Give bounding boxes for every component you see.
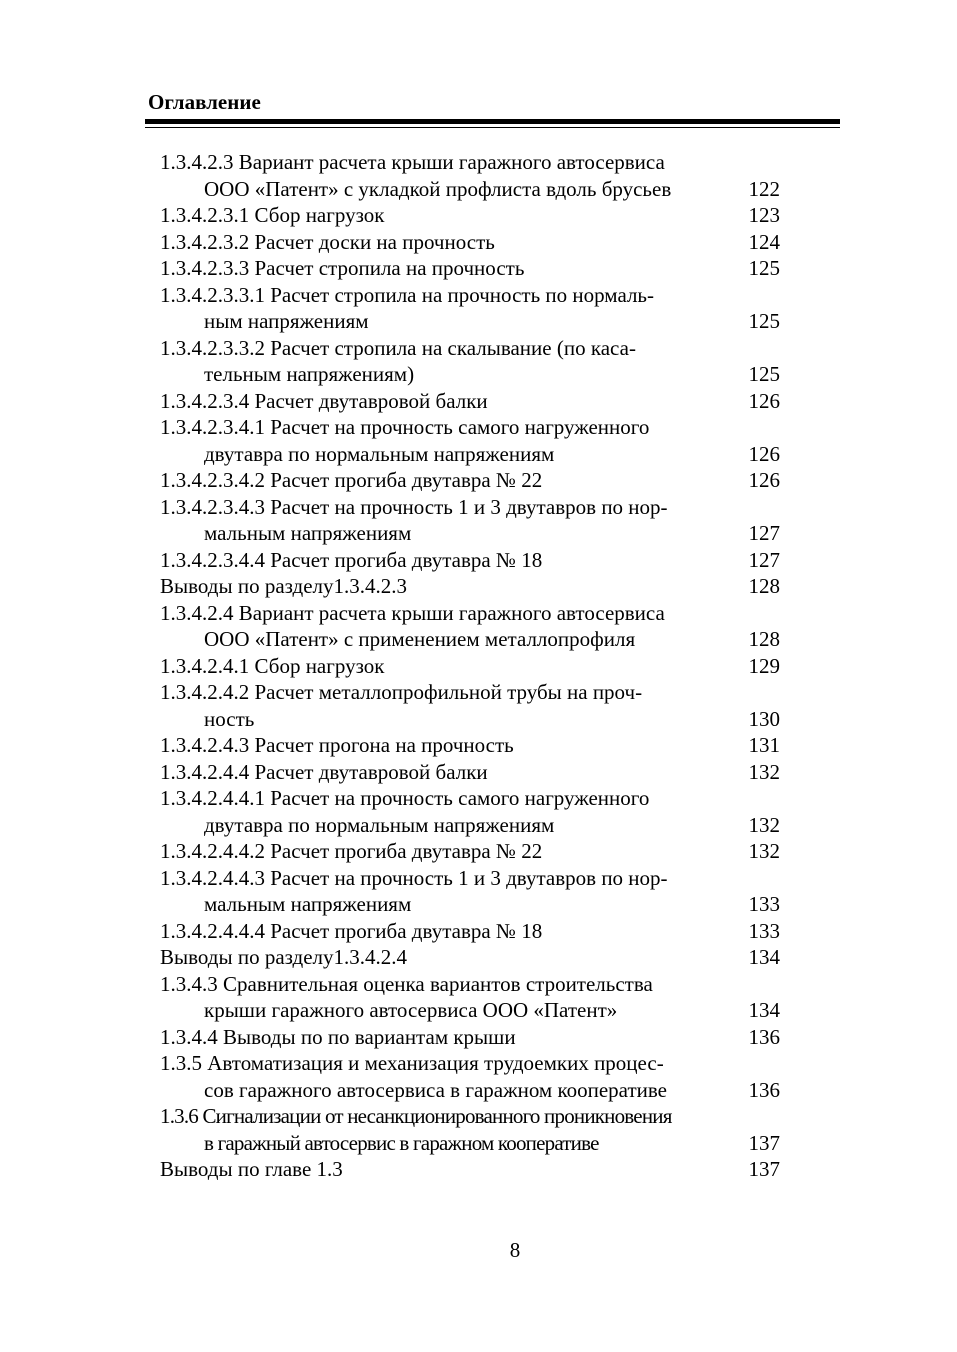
toc-entry-title: Выводы по разделу1.3.4.2.4 [160,945,408,969]
toc-entry-page: 123 [748,203,780,227]
toc-entry-title-continued: двутавра по нормальным напряжениям [204,441,555,466]
toc-entry-title: 1.3.4.2.4.4 Расчет двутавровой балки [160,759,488,784]
toc-entry-title-continued: двутавра по нормальным напряжениям [204,812,555,837]
toc-entry[interactable] [160,971,780,1024]
toc-entry-title: 1.3.4.2.4.4.3 Расчет на прочность 1 и 3 двутавров по нор- [160,865,668,890]
toc-entry-title: 1.3.4.2.3.3.1 Расчет стропила на прочность по нормаль- [160,282,655,307]
toc-entry-title: 1.3.4.2.4 Вариант расчета крыши гаражного автосервиса [160,600,665,625]
toc-entry-title: Выводы по разделу1.3.4.2.3 [160,574,408,598]
toc-entry[interactable] [160,732,780,759]
toc-entry[interactable] [160,944,780,971]
toc-entry[interactable] [160,282,780,335]
toc-entry-page: 133 [748,892,780,916]
toc-entry-page: 125 [748,256,780,280]
toc-entry[interactable] [160,1050,780,1103]
toc-entry-title-continued: ность [204,706,255,731]
toc-entry[interactable] [160,1103,780,1156]
toc-entry-title: 1.3.4.2.4.4.1 Расчет на прочность самого нагруженного [160,786,650,810]
toc-entry-title-continued: в гаражный автосервис в гаражном кооперативе [204,1130,599,1155]
toc-entry[interactable] [160,918,780,945]
toc-entry[interactable] [160,1156,780,1183]
toc-entry[interactable] [160,653,780,680]
toc-entry-title: Выводы по главе 1.3 [160,1157,343,1181]
toc-entry-page: 128 [748,574,780,598]
toc-entry[interactable] [160,255,780,282]
toc-entry[interactable] [160,838,780,865]
toc-entry-title: 1.3.4.2.3.4.2 Расчет прогиба двутавра № 22 [160,468,543,492]
toc-entry-title: 1.3.4.3 Сравнительная оценка вариантов строительства [160,971,653,996]
toc-entry-page: 122 [748,176,780,201]
toc-entry[interactable] [160,335,780,388]
toc-entry-title: 1.3.6 Сигнализации от несанкционированного проникновения [160,1104,672,1128]
toc-entry-title-continued: ООО «Патент» с укладкой профлиста вдоль брусьев [204,176,672,201]
toc-entry-title: 1.3.4.4 Выводы по по вариантам крыши [160,1024,516,1049]
toc-entry-page: 132 [748,812,780,837]
toc-entry[interactable] [160,785,780,838]
toc-entry-title-continued: сов гаражного автосервиса в гаражном кооперативе [204,1077,667,1102]
toc-entry-page: 126 [748,441,780,466]
toc-entry-page: 136 [748,1077,780,1102]
toc-entry-page: 137 [748,1157,780,1181]
toc-entry-title: 1.3.4.2.3.4 Расчет двутавровой балки [160,388,488,413]
toc-entry-page: 125 [748,362,780,386]
toc-entry-title: 1.3.4.2.3.4.4 Расчет прогиба двутавра № 18 [160,547,543,572]
toc-entry[interactable] [160,202,780,229]
toc-entry-page: 131 [748,733,780,757]
toc-entry[interactable] [160,679,780,732]
toc-entry-title: 1.3.4.2.4.2 Расчет металлопрофильной трубы на проч- [160,680,643,704]
toc-entry-page: 134 [748,945,780,969]
toc-entry-title-continued: тельным напряжениям) [204,362,415,386]
toc-entry-page: 129 [748,653,780,678]
page-title: Оглавление [148,90,261,114]
toc-entry-page: 125 [748,309,780,333]
toc-entry[interactable] [160,573,780,600]
toc-entry-title: 1.3.4.2.3.2 Расчет доски на прочность [160,229,495,254]
toc-entry-page: 137 [748,1130,780,1155]
toc-entry-page: 133 [748,918,780,943]
toc-entry-page: 132 [748,839,780,863]
toc-entry-title-continued: ООО «Патент» с применением металлопрофиля [204,627,636,651]
toc-entry[interactable] [160,547,780,574]
toc-entry-title: 1.3.4.2.3.4.3 Расчет на прочность 1 и 3 двутавров по нор- [160,494,668,519]
toc-entry-page: 130 [748,706,780,731]
toc-entry[interactable] [160,149,780,202]
toc-entry-page: 132 [748,759,780,784]
page-number: 8 [509,1238,521,1262]
toc-entry-title: 1.3.4.2.3.4.1 Расчет на прочность самого нагруженного [160,415,650,439]
toc-entry-page: 127 [748,547,780,572]
toc-entry-page: 134 [748,998,780,1022]
toc-entry-page: 126 [748,388,780,413]
toc-entry-title: 1.3.5 Автоматизация и механизация трудоемких процес- [160,1051,664,1075]
header-rule-thin [145,127,840,128]
toc-entry-page: 136 [748,1024,780,1049]
toc-entry-title: 1.3.4.2.3.3 Расчет стропила на прочность [160,256,525,280]
toc-entry[interactable] [160,229,780,256]
toc-entry-title: 1.3.4.2.4.4.2 Расчет прогиба двутавра № 22 [160,839,543,863]
toc-entry[interactable] [160,865,780,918]
header-rule-thick [145,119,840,124]
toc-entry[interactable] [160,494,780,547]
toc-entry-title-continued: крыши гаражного автосервиса ООО «Патент» [204,998,618,1022]
table-of-contents [160,149,780,1183]
toc-entry[interactable] [160,600,780,653]
toc-entry-title: 1.3.4.2.3.3.2 Расчет стропила на скалывание (по каса- [160,335,636,360]
toc-entry-title-continued: ным напряжениям [204,309,369,333]
toc-entry-page: 124 [748,229,780,254]
toc-entry-page: 127 [748,521,780,545]
toc-entry[interactable] [160,759,780,786]
toc-entry-title: 1.3.4.2.4.1 Сбор нагрузок [160,653,385,678]
toc-entry-title: 1.3.4.2.4.3 Расчет прогона на прочность [160,733,514,757]
toc-entry-title-continued: мальным напряжениям [204,521,412,545]
toc-entry[interactable] [160,467,780,494]
toc-entry[interactable] [160,388,780,415]
toc-entry-title: 1.3.4.2.4.4.4 Расчет прогиба двутавра № 18 [160,918,543,943]
toc-entry-title-continued: мальным напряжениям [204,892,412,916]
toc-entry[interactable] [160,1024,780,1051]
toc-entry-title: 1.3.4.2.3.1 Сбор нагрузок [160,203,385,227]
toc-entry[interactable] [160,414,780,467]
toc-entry-title: 1.3.4.2.3 Вариант расчета крыши гаражного автосервиса [160,150,665,174]
toc-entry-page: 126 [748,468,780,492]
toc-entry-page: 128 [748,627,780,651]
